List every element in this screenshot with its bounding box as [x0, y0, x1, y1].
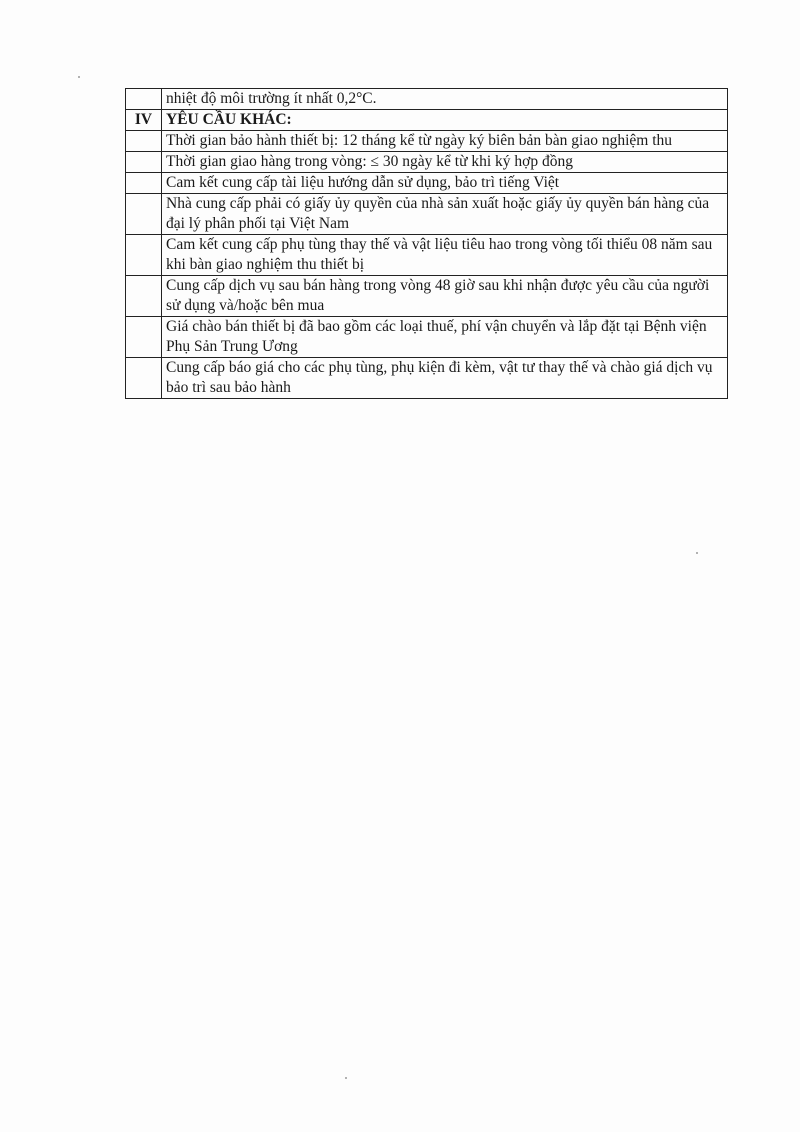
row-number	[126, 131, 162, 152]
row-text: Cam kết cung cấp phụ tùng thay thế và vật liệu tiêu hao trong vòng tối thiểu 08 năm sau khi bàn giao nghiệm thu thiết bị	[162, 235, 728, 276]
scan-speck	[78, 76, 80, 78]
table-row	[126, 276, 728, 317]
table-row	[126, 89, 728, 110]
table-row	[126, 194, 728, 235]
scan-speck	[696, 552, 698, 554]
section-number: IV	[126, 110, 162, 131]
row-number	[126, 235, 162, 276]
table-row	[126, 317, 728, 358]
section-title: YÊU CẦU KHÁC:	[162, 110, 728, 131]
row-number	[126, 194, 162, 235]
row-number	[126, 317, 162, 358]
row-text: Cam kết cung cấp tài liệu hướng dẫn sử dụng, bảo trì tiếng Việt	[162, 173, 728, 194]
table-row	[126, 235, 728, 276]
row-number	[126, 152, 162, 173]
row-text: Cung cấp báo giá cho các phụ tùng, phụ kiện đi kèm, vật tư thay thế và chào giá dịch vụ bảo trì sau bảo hành	[162, 358, 728, 399]
table-row	[126, 131, 728, 152]
table-row	[126, 173, 728, 194]
row-number	[126, 89, 162, 110]
row-text: Thời gian giao hàng trong vòng: ≤ 30 ngày kể từ khi ký hợp đồng	[162, 152, 728, 173]
requirements-table	[125, 88, 728, 399]
row-number	[126, 173, 162, 194]
row-text: nhiệt độ môi trường ít nhất 0,2°C.	[162, 89, 728, 110]
table-row	[126, 358, 728, 399]
row-number	[126, 358, 162, 399]
table-row	[126, 152, 728, 173]
row-text: Nhà cung cấp phải có giấy ủy quyền của nhà sản xuất hoặc giấy ủy quyền bán hàng của đại lý phân phối tại Việt Nam	[162, 194, 728, 235]
row-number	[126, 276, 162, 317]
row-text: Giá chào bán thiết bị đã bao gồm các loại thuế, phí vận chuyển và lắp đặt tại Bệnh viện Phụ Sản Trung Ương	[162, 317, 728, 358]
scan-speck	[345, 1077, 347, 1079]
section-header-row	[126, 110, 728, 131]
row-text: Thời gian bảo hành thiết bị: 12 tháng kể từ ngày ký biên bản bàn giao nghiệm thu	[162, 131, 728, 152]
row-text: Cung cấp dịch vụ sau bán hàng trong vòng 48 giờ sau khi nhận được yêu cầu của người sử dụng và/hoặc bên mua	[162, 276, 728, 317]
